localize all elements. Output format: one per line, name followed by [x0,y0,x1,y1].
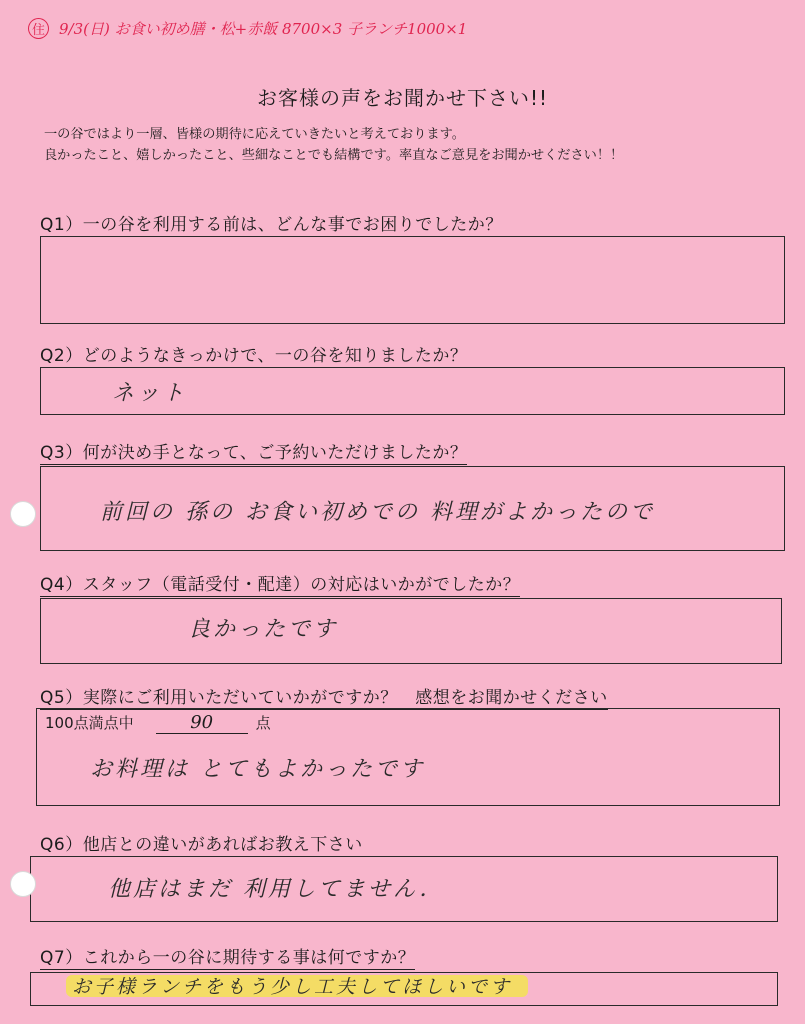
intro-text [44,124,623,166]
question-4-answer: 良かったです [188,617,339,642]
intro-line-1: 一の谷ではより一層、皆様の期待に応えていきたいと考えております。 [44,127,465,142]
score-value: 90 [156,712,248,734]
question-5-label: Q5）実際にご利用いただいていかがですか？ 感想をお聞かせください [40,683,608,710]
question-2-answer: ネット [112,381,188,406]
intro-line-2: 良かったこと、嬉しかったこと、些細なことでも結構です。率直なご意見をお聞かせください！！ [44,148,624,163]
binder-hole-bottom [10,871,36,897]
page-title: お客様の声をお聞かせ下さい!! [256,86,549,110]
question-7-label: Q7）これから一の谷に期待する事は何ですか？ [40,943,415,970]
question-1-answer-box [40,236,785,324]
binder-hole-top [10,501,36,527]
memo-text: 9/3(日) お食い初め膳・松+赤飯 8700×3 子ランチ1000×1 [59,20,468,38]
question-6-answer: 他店はまだ 利用してません． [108,877,445,902]
question-6-label: Q6）他店との違いがあればお教え下さい [40,830,363,857]
handwritten-order-memo [28,18,467,39]
question-3-answer: 前回の 孫の お食い初めでの 料理がよかったので [100,500,655,525]
score-label: 100点満点中 [45,714,134,732]
question-3-label: Q3）何が決め手となって、ご予約いただけましたか？ [40,438,467,465]
memo-circled-mark: 住 [28,18,49,39]
question-1-label: Q1）一の谷を利用する前は、どんな事でお困りでしたか？ [40,210,503,237]
question-2-label: Q2）どのようなきっかけで、一の谷を知りましたか？ [40,341,467,368]
question-5-answer: お料理は とてもよかったです [90,757,425,782]
question-7-answer: お子様ランチをもう少し工夫してほしいです [72,976,513,998]
question-4-label: Q4）スタッフ（電話受付・配達）の対応はいかがでしたか？ [40,570,520,597]
score-row [45,712,271,734]
score-unit: 点 [255,714,271,732]
question-4-answer-box [40,598,782,664]
